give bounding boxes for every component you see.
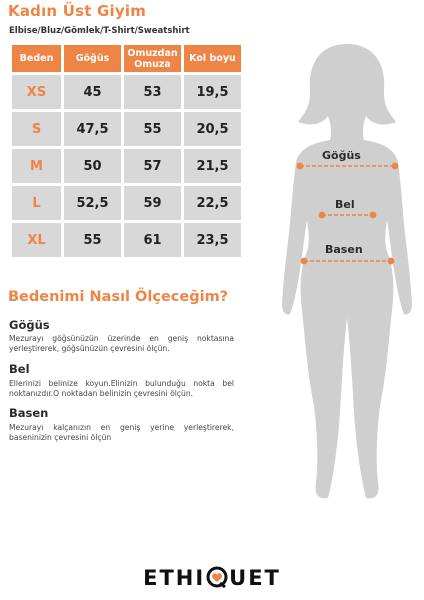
brand-right: UET [229, 566, 281, 590]
size-cell: S [12, 112, 61, 146]
heart-q-icon [206, 566, 228, 592]
hip-measure-point [388, 258, 395, 265]
sleeve-cell: 20,5 [184, 112, 241, 146]
size-cell: M [12, 149, 61, 183]
waist-measure-point [319, 212, 326, 219]
chest-label: Göğüs [322, 149, 361, 162]
size-table [9, 42, 244, 260]
chest-cell: 47,5 [64, 112, 121, 146]
table-row [12, 112, 241, 146]
header-size: Beden [12, 45, 61, 72]
hip-section-text: Mezurayı kalçanızın en geniş yerine yerleştirerek, baseninizin çevresini ölçün [9, 423, 234, 442]
waist-section-text: Ellerinizi belinize koyun.Elinizin bulunduğu nokta bel noktanızdır.O noktadan belinizin çevresini ölçün. [9, 379, 234, 398]
header-shoulder [124, 45, 181, 72]
waist-section-title: Bel [9, 362, 30, 376]
table-row [12, 149, 241, 183]
sleeve-cell: 21,5 [184, 149, 241, 183]
size-cell: L [12, 186, 61, 220]
sleeve-cell: 23,5 [184, 223, 241, 257]
size-cell: XS [12, 75, 61, 109]
shoulder-cell: 59 [124, 186, 181, 220]
chest-section-text: Mezurayı göğsünüzün üzerinde en geniş noktasına yerleştirerek, göğsünüzün çevresini ölçün. [9, 334, 234, 353]
waist-label: Bel [335, 198, 355, 211]
chest-measure-point [392, 163, 399, 170]
sleeve-cell: 22,5 [184, 186, 241, 220]
sleeve-cell: 19,5 [184, 75, 241, 109]
table-row [12, 75, 241, 109]
shoulder-cell: 61 [124, 223, 181, 257]
chest-cell: 55 [64, 223, 121, 257]
header-shoulder-line1: Omuzdan [127, 47, 178, 59]
page-title: Kadın Üst Giyim [8, 2, 147, 20]
body-figure [272, 42, 422, 512]
chest-cell: 52,5 [64, 186, 121, 220]
hip-label: Basen [325, 243, 363, 256]
table-row [12, 223, 241, 257]
brand-left: ETHI [143, 566, 206, 590]
header-sleeve: Kol boyu [184, 45, 241, 72]
header-chest: Göğüs [64, 45, 121, 72]
hip-section-title: Basen [9, 406, 49, 420]
shoulder-cell: 55 [124, 112, 181, 146]
howto-title: Bedenimi Nasıl Ölçeceğim? [8, 289, 229, 305]
chest-cell: 45 [64, 75, 121, 109]
brand-logo [0, 566, 424, 592]
chest-section-title: Göğüs [9, 318, 50, 332]
table-row [12, 186, 241, 220]
shoulder-cell: 53 [124, 75, 181, 109]
product-types: Elbise/Bluz/Gömlek/T-Shirt/Sweatshirt [9, 26, 190, 36]
chest-cell: 50 [64, 149, 121, 183]
size-cell: XL [12, 223, 61, 257]
waist-measure-point [370, 212, 377, 219]
body-silhouette [272, 42, 422, 512]
hip-measure-point [301, 258, 308, 265]
header-shoulder-line2: Omuza [134, 58, 171, 70]
shoulder-cell: 57 [124, 149, 181, 183]
chest-measure-point [297, 163, 304, 170]
table-header-row [12, 45, 241, 72]
